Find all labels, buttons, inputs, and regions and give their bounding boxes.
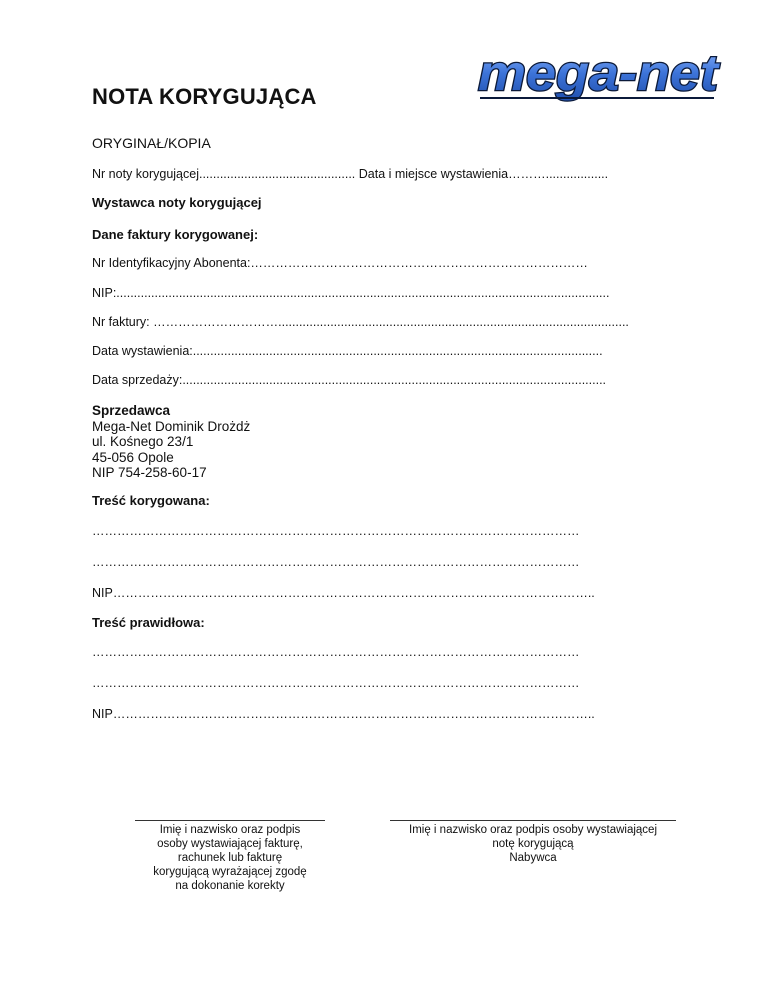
page-title: NOTA KORYGUJĄCA [92,84,317,109]
mega-net-logo [474,38,724,113]
correct-line-1: ……………………………………………………………………………………………………… [92,645,580,659]
sig-right-line3: Nabywca [509,852,557,864]
sig-left-line2: osoby wystawiającej fakturę, [157,838,303,850]
signature-line-right [390,820,676,821]
subscriber-id-line: Nr Identyfikacyjny Abonenta:……………………………………………………………………… [92,256,588,270]
sig-right-line1: Imię i nazwisko oraz podpis osoby wystawiającej [409,824,657,836]
seller-nip: NIP 754-258-60-17 [92,465,207,480]
sig-left-line5: na dokonanie korekty [175,880,285,892]
corrected-nip-line: NIP…………………………………………………………………………………………………….. [92,586,595,600]
invoice-number-line: Nr faktury: …………………………..................................................................................................... [92,315,629,329]
seller-block [92,403,250,481]
sig-left-line4: korygującą wyrażającej zgodę [153,866,307,878]
signature-right-caption [380,823,686,865]
sig-right-line2: notę korygującą [492,838,574,850]
seller-street: ul. Kośnego 23/1 [92,434,194,449]
signature-line-left [135,820,325,821]
correct-nip-line: NIP…………………………………………………………………………………………………….. [92,707,595,721]
seller-heading: Sprzedawca [92,403,171,418]
sale-date-line: Data sprzedaży:.......................................................................................................................... [92,373,607,387]
correct-heading: Treść prawidłowa: [92,615,205,630]
nip-line: NIP:.............................................................................................................................................. [92,286,610,300]
seller-city: 45-056 Opole [92,449,174,465]
logo-graphic [474,38,724,108]
sig-left-line1: Imię i nazwisko oraz podpis [159,824,301,836]
sig-left-line3: rachunek lub fakturę [177,852,283,864]
issue-date-line: Data wystawienia:...................................................................................................................... [92,344,603,358]
seller-name: Mega-Net Dominik Drożdż [92,418,251,434]
signature-left-caption [125,823,335,893]
issuer-heading: Wystawca noty korygującej [92,195,262,210]
correct-line-2: ……………………………………………………………………………………………………… [92,676,580,690]
original-copy-label: ORYGINAŁ/KOPIA [92,135,211,151]
corrected-line-1: ……………………………………………………………………………………………………… [92,524,580,538]
note-number-line: Nr noty korygującej............................................. Data i miejsce wystawienia……….................. [92,167,609,181]
logo-text: MEGA-NET [478,45,721,101]
invoice-data-heading: Dane faktury korygowanej: [92,227,259,242]
corrected-line-2: ……………………………………………………………………………………………………… [92,555,580,569]
corrected-heading: Treść korygowana: [92,493,210,508]
